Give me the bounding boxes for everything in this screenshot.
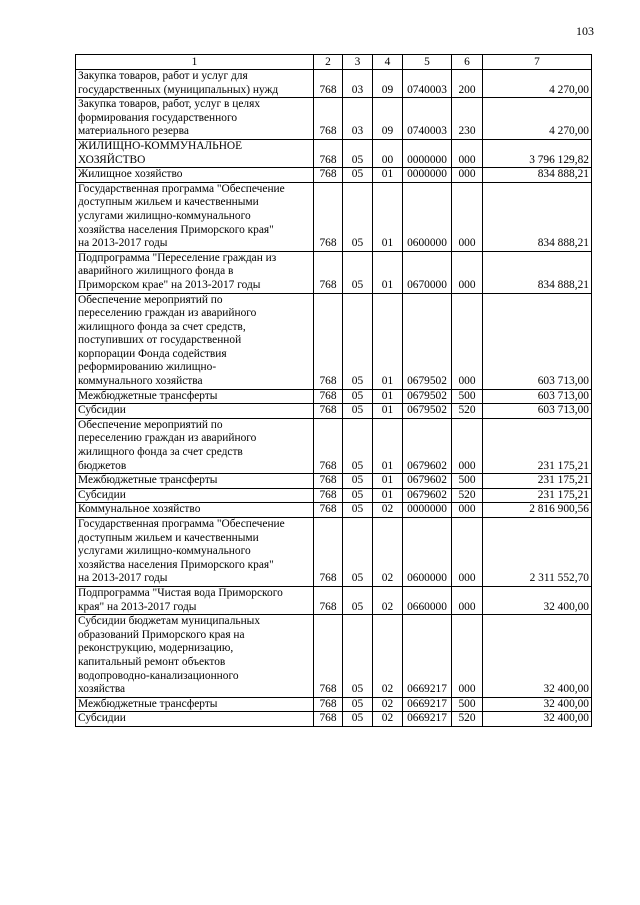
- row-expense-type-cell: 000: [452, 168, 483, 183]
- row-expense-type-cell: 520: [452, 712, 483, 727]
- table-row: [76, 697, 592, 712]
- header-cell: 1: [76, 55, 314, 70]
- row-target-article-cell: 0679602: [403, 474, 452, 489]
- row-target-article-cell: 0679502: [403, 404, 452, 419]
- row-expense-type-cell: 500: [452, 389, 483, 404]
- header-cell: 5: [403, 55, 452, 70]
- table-row: [76, 293, 592, 389]
- row-expense-type-cell: 200: [452, 70, 483, 98]
- row-subsection-cell: 09: [373, 70, 403, 98]
- page-number: 103: [576, 24, 594, 38]
- row-amount-cell: 834 888,21: [483, 251, 592, 293]
- row-target-article-cell: 0679502: [403, 389, 452, 404]
- row-subsection-cell: 01: [373, 251, 403, 293]
- row-section-cell: 05: [343, 697, 373, 712]
- row-section-cell: 05: [343, 404, 373, 419]
- row-name-cell: Субсидии: [76, 488, 314, 503]
- row-subsection-cell: 01: [373, 474, 403, 489]
- row-section-cell: 05: [343, 712, 373, 727]
- row-subsection-cell: 02: [373, 586, 403, 614]
- row-subsection-cell: 01: [373, 488, 403, 503]
- row-grbs-cell: 768: [314, 98, 343, 140]
- row-amount-cell: 32 400,00: [483, 712, 592, 727]
- row-expense-type-cell: 000: [452, 503, 483, 518]
- row-amount-cell: 603 713,00: [483, 389, 592, 404]
- header-cell: 4: [373, 55, 403, 70]
- row-expense-type-cell: 000: [452, 139, 483, 167]
- row-expense-type-cell: 000: [452, 251, 483, 293]
- row-name-cell: Подпрограмма "Переселение граждан из аварийного жилищного фонда в Приморском крае" на 2013-2017 годы: [76, 251, 314, 293]
- row-target-article-cell: 0600000: [403, 518, 452, 587]
- row-subsection-cell: 02: [373, 503, 403, 518]
- row-grbs-cell: 768: [314, 503, 343, 518]
- row-grbs-cell: 768: [314, 474, 343, 489]
- row-name-cell: Субсидии бюджетам муниципальных образований Приморского края на реконструкцию, модернизацию, капитальный ремонт объектов водопроводно-канализационного хозяйства: [76, 615, 314, 698]
- table-row: [76, 586, 592, 614]
- row-section-cell: 05: [343, 389, 373, 404]
- row-amount-cell: 834 888,21: [483, 182, 592, 251]
- row-target-article-cell: 0679602: [403, 488, 452, 503]
- row-expense-type-cell: 520: [452, 488, 483, 503]
- row-target-article-cell: 0669217: [403, 712, 452, 727]
- row-expense-type-cell: 000: [452, 518, 483, 587]
- table-row: [76, 418, 592, 473]
- table-row: [76, 518, 592, 587]
- row-target-article-cell: 0679602: [403, 418, 452, 473]
- row-amount-cell: 3 796 129,82: [483, 139, 592, 167]
- table-row: [76, 389, 592, 404]
- row-section-cell: 05: [343, 586, 373, 614]
- row-name-cell: Государственная программа "Обеспечение доступным жильем и качественными услугами жилищно-коммунального хозяйства населения Приморского края" на 2013-2017 годы: [76, 182, 314, 251]
- row-grbs-cell: 768: [314, 389, 343, 404]
- table-row: [76, 404, 592, 419]
- row-subsection-cell: 02: [373, 712, 403, 727]
- header-cell: 6: [452, 55, 483, 70]
- row-subsection-cell: 01: [373, 182, 403, 251]
- row-expense-type-cell: 520: [452, 404, 483, 419]
- row-expense-type-cell: 000: [452, 293, 483, 389]
- row-name-cell: Обеспечение мероприятий по переселению граждан из аварийного жилищного фонда за счет средств бюджетов: [76, 418, 314, 473]
- row-grbs-cell: 768: [314, 404, 343, 419]
- row-amount-cell: 32 400,00: [483, 615, 592, 698]
- row-grbs-cell: 768: [314, 586, 343, 614]
- table-row: [76, 712, 592, 727]
- row-section-cell: 05: [343, 418, 373, 473]
- row-grbs-cell: 768: [314, 418, 343, 473]
- row-name-cell: Межбюджетные трансферты: [76, 389, 314, 404]
- table-row: [76, 98, 592, 140]
- row-subsection-cell: 01: [373, 168, 403, 183]
- table-row: [76, 503, 592, 518]
- row-name-cell: Межбюджетные трансферты: [76, 474, 314, 489]
- header-cell: 2: [314, 55, 343, 70]
- table-row: [76, 182, 592, 251]
- row-target-article-cell: 0669217: [403, 697, 452, 712]
- row-subsection-cell: 00: [373, 139, 403, 167]
- row-amount-cell: 4 270,00: [483, 70, 592, 98]
- row-target-article-cell: 0000000: [403, 168, 452, 183]
- row-target-article-cell: 0000000: [403, 139, 452, 167]
- row-grbs-cell: 768: [314, 615, 343, 698]
- row-name-cell: Межбюджетные трансферты: [76, 697, 314, 712]
- row-subsection-cell: 02: [373, 615, 403, 698]
- row-section-cell: 05: [343, 182, 373, 251]
- row-grbs-cell: 768: [314, 697, 343, 712]
- row-name-cell: Обеспечение мероприятий по переселению граждан из аварийного жилищного фонда за счет средств, поступивших от государственной корпорации Фонда содействия реформированию жилищно- коммунального хозяйства: [76, 293, 314, 389]
- row-amount-cell: 4 270,00: [483, 98, 592, 140]
- row-name-cell: Субсидии: [76, 404, 314, 419]
- row-subsection-cell: 02: [373, 518, 403, 587]
- row-section-cell: 05: [343, 139, 373, 167]
- table-header-row: [76, 55, 592, 70]
- row-target-article-cell: 0740003: [403, 98, 452, 140]
- row-name-cell: Субсидии: [76, 712, 314, 727]
- row-section-cell: 03: [343, 98, 373, 140]
- row-target-article-cell: 0600000: [403, 182, 452, 251]
- row-expense-type-cell: 500: [452, 697, 483, 712]
- row-grbs-cell: 768: [314, 70, 343, 98]
- row-subsection-cell: 01: [373, 418, 403, 473]
- row-expense-type-cell: 230: [452, 98, 483, 140]
- row-expense-type-cell: 000: [452, 418, 483, 473]
- row-expense-type-cell: 000: [452, 182, 483, 251]
- table-row: [76, 139, 592, 167]
- row-amount-cell: 603 713,00: [483, 293, 592, 389]
- row-grbs-cell: 768: [314, 251, 343, 293]
- row-amount-cell: 834 888,21: [483, 168, 592, 183]
- row-amount-cell: 2 311 552,70: [483, 518, 592, 587]
- row-subsection-cell: 01: [373, 293, 403, 389]
- row-expense-type-cell: 500: [452, 474, 483, 489]
- row-grbs-cell: 768: [314, 139, 343, 167]
- row-name-cell: Закупка товаров, работ, услуг в целях формирования государственного материального резерва: [76, 98, 314, 140]
- row-target-article-cell: 0000000: [403, 503, 452, 518]
- row-amount-cell: 32 400,00: [483, 586, 592, 614]
- row-grbs-cell: 768: [314, 182, 343, 251]
- row-section-cell: 05: [343, 251, 373, 293]
- row-section-cell: 05: [343, 293, 373, 389]
- row-name-cell: Коммунальное хозяйство: [76, 503, 314, 518]
- row-grbs-cell: 768: [314, 293, 343, 389]
- row-expense-type-cell: 000: [452, 586, 483, 614]
- row-grbs-cell: 768: [314, 488, 343, 503]
- row-section-cell: 05: [343, 474, 373, 489]
- row-section-cell: 05: [343, 488, 373, 503]
- table-row: [76, 251, 592, 293]
- row-target-article-cell: 0679502: [403, 293, 452, 389]
- row-name-cell: Жилищное хозяйство: [76, 168, 314, 183]
- table-row: [76, 615, 592, 698]
- row-target-article-cell: 0669217: [403, 615, 452, 698]
- row-target-article-cell: 0670000: [403, 251, 452, 293]
- table-row: [76, 488, 592, 503]
- table-row: [76, 70, 592, 98]
- row-amount-cell: 603 713,00: [483, 404, 592, 419]
- row-section-cell: 05: [343, 168, 373, 183]
- row-section-cell: 05: [343, 615, 373, 698]
- row-subsection-cell: 02: [373, 697, 403, 712]
- row-amount-cell: 231 175,21: [483, 418, 592, 473]
- row-section-cell: 05: [343, 503, 373, 518]
- row-section-cell: 03: [343, 70, 373, 98]
- row-name-cell: ЖИЛИЩНО-КОММУНАЛЬНОЕ ХОЗЯЙСТВО: [76, 139, 314, 167]
- header-cell: 3: [343, 55, 373, 70]
- row-name-cell: Подпрограмма "Чистая вода Приморского края" на 2013-2017 годы: [76, 586, 314, 614]
- row-section-cell: 05: [343, 518, 373, 587]
- row-amount-cell: 2 816 900,56: [483, 503, 592, 518]
- budget-table: [75, 54, 592, 727]
- row-subsection-cell: 01: [373, 404, 403, 419]
- row-amount-cell: 231 175,21: [483, 488, 592, 503]
- row-name-cell: Закупка товаров, работ и услуг для государственных (муниципальных) нужд: [76, 70, 314, 98]
- row-amount-cell: 231 175,21: [483, 474, 592, 489]
- table-row: [76, 168, 592, 183]
- row-name-cell: Государственная программа "Обеспечение доступным жильем и качественными услугами жилищно-коммунального хозяйства населения Приморского края" на 2013-2017 годы: [76, 518, 314, 587]
- row-expense-type-cell: 000: [452, 615, 483, 698]
- row-grbs-cell: 768: [314, 518, 343, 587]
- table-row: [76, 474, 592, 489]
- row-grbs-cell: 768: [314, 712, 343, 727]
- row-subsection-cell: 01: [373, 389, 403, 404]
- row-amount-cell: 32 400,00: [483, 697, 592, 712]
- row-grbs-cell: 768: [314, 168, 343, 183]
- row-target-article-cell: 0660000: [403, 586, 452, 614]
- row-target-article-cell: 0740003: [403, 70, 452, 98]
- header-cell: 7: [483, 55, 592, 70]
- row-subsection-cell: 09: [373, 98, 403, 140]
